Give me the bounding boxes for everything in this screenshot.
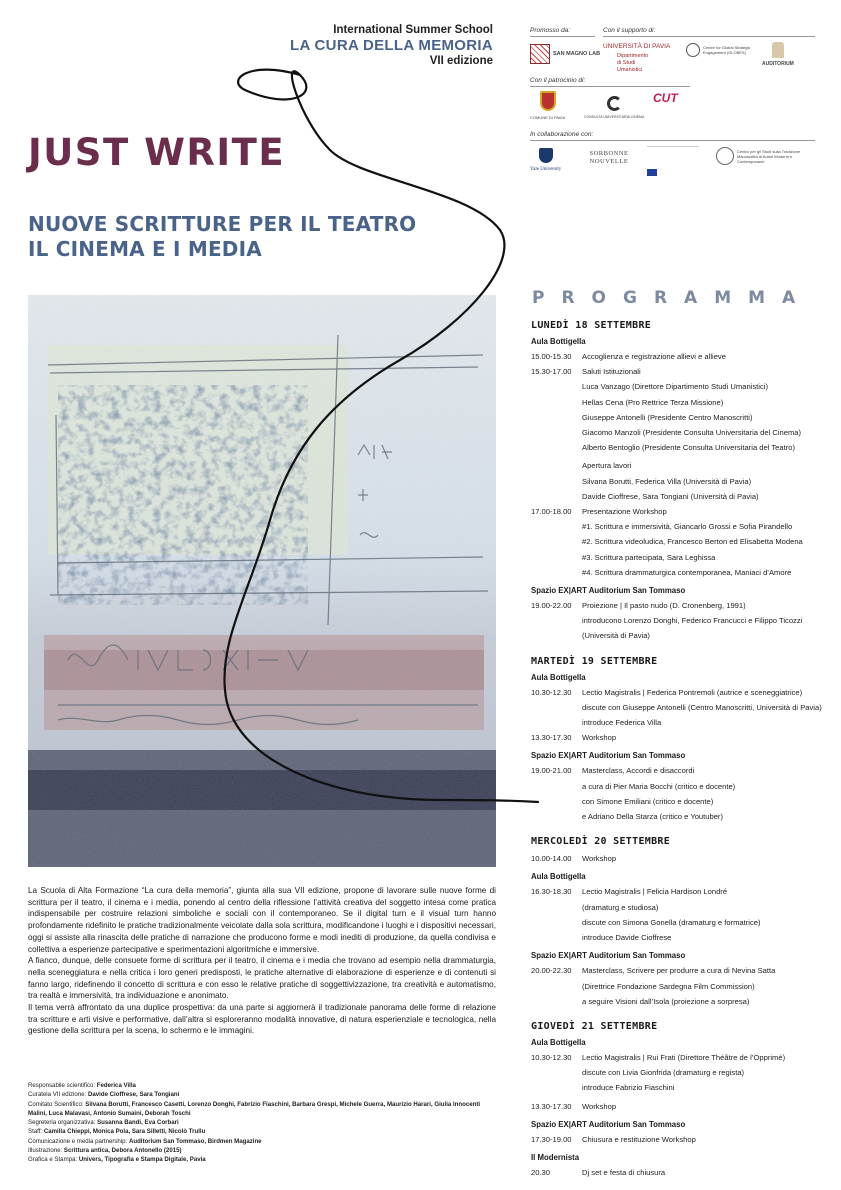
location-label: Aula Bottigella <box>531 672 586 682</box>
schedule-line: Workshop <box>582 1101 617 1111</box>
credit-label: Comitato Scientifico: <box>28 1100 86 1108</box>
day-heading: LUNEDÌ 18 SETTEMBRE <box>531 320 652 331</box>
credit-label: Responsabile scientifico: <box>28 1082 97 1089</box>
collaborazione-label: In collaborazione con: <box>530 131 594 138</box>
seal-icon <box>686 43 700 57</box>
schedule-row <box>531 598 831 644</box>
location-label: Spazio EX|ART Auditorium San Tommaso <box>531 1119 686 1129</box>
programma-title: PROGRAMMA <box>532 288 813 308</box>
schedule-details <box>582 730 831 745</box>
shield-icon <box>539 148 553 163</box>
school-title: LA CURA DELLA MEMORIA <box>290 37 493 54</box>
schedule-row <box>531 1050 831 1099</box>
schedule-time: 17.00-18.00 <box>531 507 572 517</box>
schedule-line: Davide Cioffrese, Sara Tongiani (Università di Pavia) <box>582 491 759 501</box>
logo-text: UNIVERSITÀ DI PAVIA <box>603 43 671 50</box>
schedule-details <box>582 1050 831 1099</box>
artwork-image <box>28 295 496 867</box>
schedule-details <box>582 763 831 824</box>
schedule-line: introduce Davide Cioffrese <box>582 933 672 943</box>
schedule-line: e Adriano Della Starza (critico e Youtuber) <box>582 812 723 822</box>
schedule-time: 10.00-14.00 <box>531 854 572 864</box>
location-label: Spazio EX|ART Auditorium San Tommaso <box>531 586 686 596</box>
logo-globes <box>686 43 751 57</box>
credit-row <box>28 1137 498 1146</box>
divider <box>530 36 595 37</box>
description-paragraph: La Scuola di Alta Formazione “La cura della memoria”, giunta alla sua VII edizione, propone di lavorare sulle nuove forme di scrittura per il teatro, il cinema e i media, ponendo al centro della riflessione l’attività creativa del soggetto intesa come pratica indispensabile per costruire relazioni simboliche e sociali con il contemporaneo. Se il digital turn e il visual turn hanno profondamente ridefinito le pratiche tradizionalmente veicolate dalla sola scrittura, modificandone i luoghi e i dispositivi necessari, oggi si assiste alla rinascita delle pratiche di narrazione che producono forme e modi inediti di produzione, da quella condivisa e collettiva a esperienze partecipative e sperimentazioni algoritmiche e immersive. <box>28 886 496 954</box>
credit-value: Univers, Tipografia e Stampa Digitale, Pavia <box>78 1156 206 1164</box>
logo-text: COMUNE DI PAVIA <box>530 115 566 120</box>
credit-row <box>28 1155 498 1164</box>
credit-row <box>28 1118 498 1127</box>
coat-of-arms-icon <box>540 91 556 111</box>
credit-label: Segreteria organizzativa: <box>28 1119 98 1127</box>
schedule-row <box>531 349 831 364</box>
logo-yale <box>530 148 561 173</box>
logo-erc <box>647 146 699 176</box>
logo-cut <box>653 91 678 105</box>
schedule-details <box>582 504 831 580</box>
schedule-line: Lectio Magistralis | Felicia Hardison Londré <box>582 887 728 897</box>
logo-text: SAN MAGNO LAB <box>553 50 601 57</box>
credit-label: Staff: <box>28 1128 44 1136</box>
logo-consulta <box>584 96 644 121</box>
logo-text: Dipartimento di Studi Umanistici <box>617 53 649 73</box>
schedule-line: Giuseppe Antonelli (Presidente Centro Manoscritti) <box>582 412 753 422</box>
credit-value: Federica Villa <box>96 1082 136 1089</box>
location-label: Aula Bottigella <box>531 1037 586 1047</box>
credit-label: Illustrazione: <box>28 1147 64 1155</box>
schedule-line: Chiusura e restituzione Workshop <box>582 1134 696 1144</box>
credit-value: Susanna Bandi, Eva Corbari <box>97 1119 179 1127</box>
eu-flag-icon <box>647 146 699 176</box>
schedule-time: 17.30-19.00 <box>531 1134 572 1144</box>
schedule-line: Lectio Magistralis | Rui Frati (Direttore Théâtre de l’Opprimé) <box>582 1052 786 1062</box>
schedule-details <box>582 1165 831 1180</box>
schedule-details <box>582 349 831 364</box>
schedule-line: (dramaturg e studiosa) <box>582 902 659 912</box>
credit-row <box>28 1127 498 1136</box>
schedule-line: a seguire Visioni dall’Isola (proiezione a sorpresa) <box>582 996 750 1006</box>
schedule-row <box>531 685 831 731</box>
programma-schedule <box>531 320 831 1180</box>
day-heading: MARTEDÌ 19 SETTEMBRE <box>531 655 658 667</box>
schedule-line: discute con Giuseppe Antonelli (Centro Manoscritti, Università di Pavia) <box>582 702 822 712</box>
schedule-line: discute con Livia Gionfrida (dramaturg e regista) <box>582 1068 745 1078</box>
schedule-line: Lectio Magistralis | Federica Pontremoli (autrice e sceneggiatrice) <box>582 687 803 697</box>
schedule-line: #2. Scrittura videoludica, Francesco Berton ed Elisabetta Modena <box>582 537 803 547</box>
schedule-line: (Direttrice Fondazione Sardegna Film Commission) <box>582 981 755 991</box>
logo-text: SORBONNE NOUVELLE <box>589 150 629 165</box>
location-label: Spazio EX|ART Auditorium San Tommaso <box>531 751 686 761</box>
schedule-details <box>582 1099 831 1114</box>
schedule-details <box>582 598 831 644</box>
schedule-row <box>531 730 831 745</box>
schedule-details <box>582 685 831 731</box>
school-label: International Summer School <box>333 24 493 36</box>
schedule-details <box>582 851 831 866</box>
schedule-line: Presentazione Workshop <box>582 507 667 517</box>
schedule-line: discute con Simona Gonella (dramaturg e formatrice) <box>582 917 761 927</box>
schedule-time: 19.00-22.00 <box>531 601 572 611</box>
schedule-line: Silvana Borutti, Federica Villa (Università di Pavia) <box>582 476 752 486</box>
divider <box>530 140 815 141</box>
logo-text: AUDITORIUM <box>762 61 794 67</box>
schedule-row <box>531 1132 831 1147</box>
subtitle-line-2: IL CINEMA E I MEDIA <box>28 237 262 261</box>
spiral-icon <box>607 96 622 111</box>
schedule-details <box>582 884 831 945</box>
day-heading: GIOVEDÌ 21 SETTEMBRE <box>531 1020 658 1032</box>
logo-auditorium <box>762 42 794 68</box>
schedule-details <box>582 963 831 1009</box>
logo-text: CUT <box>653 91 678 105</box>
schedule-row <box>531 851 831 866</box>
logo-comune <box>530 91 565 121</box>
credit-label: Comunicazione e media partnership: <box>28 1137 129 1145</box>
schedule-details <box>582 1132 831 1147</box>
edition-label: VII edizione <box>429 55 493 67</box>
credit-value: Auditorium San Tommaso, Birdmen Magazine <box>128 1137 262 1145</box>
schedule-line: Saluti Istituzionali <box>582 367 641 377</box>
schedule-line: #1. Scrittura e immersività, Giancarlo Grossi e Sofia Pirandello <box>582 522 793 532</box>
schedule-line: Accoglienza e registrazione allievi e allieve <box>582 352 726 361</box>
schedule-time: 20.30 <box>531 1167 551 1177</box>
credit-value: Silvana Borutti, Francesco Casetti, Lorenzo Donghi, Fabrizio Fiaschini, Barbara Grespi, Michele Guerra, Maurizio Harari, Giulia Innocenti Malini, Luca Malavasi, Antonio Sumaini, Deborah Toschi <box>28 1100 481 1117</box>
promosso-label: Promosso da: <box>530 27 571 34</box>
schedule-line: Dj set e festa di chiusura <box>582 1167 666 1177</box>
location-label: Spazio EX|ART Auditorium San Tommaso <box>531 951 686 961</box>
schedule-line: #4. Scrittura drammaturgica contemporanea, Maniaci d’Amore <box>582 567 792 577</box>
day-heading: MERCOLEDÌ 20 SETTEMBRE <box>531 836 671 848</box>
schedule-time: 13.30-17.30 <box>531 733 572 743</box>
schedule-details <box>582 364 831 504</box>
header-block <box>290 24 493 67</box>
logo-text: Centre for Global Strategic Engagement (GLOBES) <box>703 45 751 55</box>
schedule-line: (Università di Pavia) <box>582 631 650 641</box>
main-title: JUST WRITE <box>28 131 286 174</box>
schedule-time: 10.30-12.30 <box>531 1052 572 1062</box>
san-magno-icon <box>530 44 550 64</box>
logo-san-magno <box>530 44 600 64</box>
seal-icon <box>716 147 734 165</box>
schedule-row <box>531 1099 831 1114</box>
schedule-time: 13.30-17.30 <box>531 1101 572 1111</box>
description-paragraph: Il tema verrà affrontato da una duplice prospettiva: da una parte si aggiornerà il tradizionale panorama delle forme di relazione tra scritture e arti visive e performative, dall’altra si esploreranno modalità innovative, di natura esperienziale e tecnologica, nella gestione della scrittura per la scena, lo schermo e le immagini. <box>28 1003 496 1036</box>
credit-row <box>28 1081 498 1090</box>
statue-icon <box>772 42 784 58</box>
schedule-time: 20.00-22.30 <box>531 966 572 976</box>
patrocinio-label: Con il patrocinio di: <box>530 77 586 84</box>
schedule-line: introduce Fabrizio Fiaschini <box>582 1083 675 1093</box>
schedule-line: Luca Vanzago (Direttore Dipartimento Studi Umanistici) <box>582 382 768 392</box>
schedule-line: con Simone Emiliani (critico e docente) <box>582 796 714 806</box>
description-paragraph: A fianco, dunque, delle consuete forme di scrittura per il teatro, il cinema e i media che trovano ad esempio nella drammaturgia, nella sceneggiatura e nella critica i loro generi predisposti, le pratiche alternative di elaborazione di esperienze e di contenuti si fanno largo, ridefinendo il concetto di scrittura e con esso le relative pratiche di soggettivizzazione, tra creatività e automatismo, tra realtà e immersività, tra individuazione e anonimato. <box>28 956 496 1001</box>
schedule-row <box>531 763 831 824</box>
schedule-line: Workshop <box>582 854 617 864</box>
schedule-line: #3. Scrittura partecipata, Sara Leghissa <box>582 552 716 562</box>
schedule-line: introducono Lorenzo Donghi, Federico Francucci e Filippo Ticozzi <box>582 616 803 626</box>
schedule-time: 15.30-17.00 <box>531 367 572 377</box>
credit-value: Camilla Chieppi, Monica Pola, Sara Silletti, Nicolò Trullu <box>43 1128 206 1136</box>
schedule-line: Workshop <box>582 733 617 743</box>
schedule-line: a cura di Pier Maria Bocchi (critico e docente) <box>582 781 736 791</box>
schedule-row <box>531 364 831 504</box>
location-label: Aula Bottigella <box>531 872 586 882</box>
schedule-line: Proiezione | Il pasto nudo (D. Cronenberg, 1991) <box>582 601 746 611</box>
credit-row <box>28 1146 498 1155</box>
credit-row <box>28 1100 498 1119</box>
schedule-row <box>531 963 831 1009</box>
schedule-line: Apertura lavori <box>582 461 632 471</box>
schedule-time: 16.30-18.30 <box>531 887 572 897</box>
schedule-line: Masterclass, Scrivere per produrre a cura di Nevina Satta <box>582 966 776 976</box>
schedule-time: 19.00-21.00 <box>531 766 572 776</box>
schedule-row <box>531 884 831 945</box>
logo-unipv <box>603 43 670 74</box>
divider <box>530 86 690 87</box>
divider <box>603 36 815 37</box>
subtitle <box>28 212 416 262</box>
credit-value: Scrittura antica, Debora Antonello (2015) <box>63 1147 182 1155</box>
logo-text: Yale University <box>530 167 562 172</box>
logo-text: CONSULTA UNIVERSITARIA CINEMA <box>584 115 645 119</box>
logo-centro-manoscritti <box>716 147 815 165</box>
schedule-line: Giacomo Manzoli (Presidente Consulta Universitaria del Cinema) <box>582 428 802 438</box>
credit-label: Curatela VII edizione: <box>28 1091 88 1099</box>
artwork-scrittura-antica <box>28 295 496 867</box>
credit-value: Davide Cioffrese, Sara Tongiani <box>87 1091 180 1099</box>
schedule-line: introduce Federica Villa <box>582 718 662 728</box>
schedule-line: Masterclass, Accordi e disaccordi <box>582 766 695 776</box>
schedule-line: Hellas Cena (Pro Rettrice Terza Missione) <box>582 397 724 407</box>
location-label: Aula Bottigella <box>531 337 586 346</box>
logo-sorbonne <box>584 150 634 166</box>
subtitle-line-1: NUOVE SCRITTURE PER IL TEATRO <box>28 212 417 236</box>
supporto-label: Con il supporto di: <box>603 27 656 34</box>
logo-text: Centro per gli Studi sulla Tradizione Manoscritta di Autori Moderni e Contemporanei <box>737 148 801 164</box>
schedule-row <box>531 1165 831 1180</box>
schedule-line: Alberto Bentoglio (Presidente Consulta Universitaria del Teatro) <box>582 443 796 453</box>
credits <box>28 1081 498 1165</box>
schedule-row <box>531 504 831 580</box>
description <box>28 885 496 1037</box>
schedule-time: 10.30-12.30 <box>531 687 572 697</box>
credit-row <box>28 1090 498 1099</box>
schedule-time: 15.00-15.30 <box>531 352 572 361</box>
location-label: Il Modernista <box>531 1152 580 1162</box>
credit-label: Grafica e Stampa: <box>28 1156 79 1164</box>
